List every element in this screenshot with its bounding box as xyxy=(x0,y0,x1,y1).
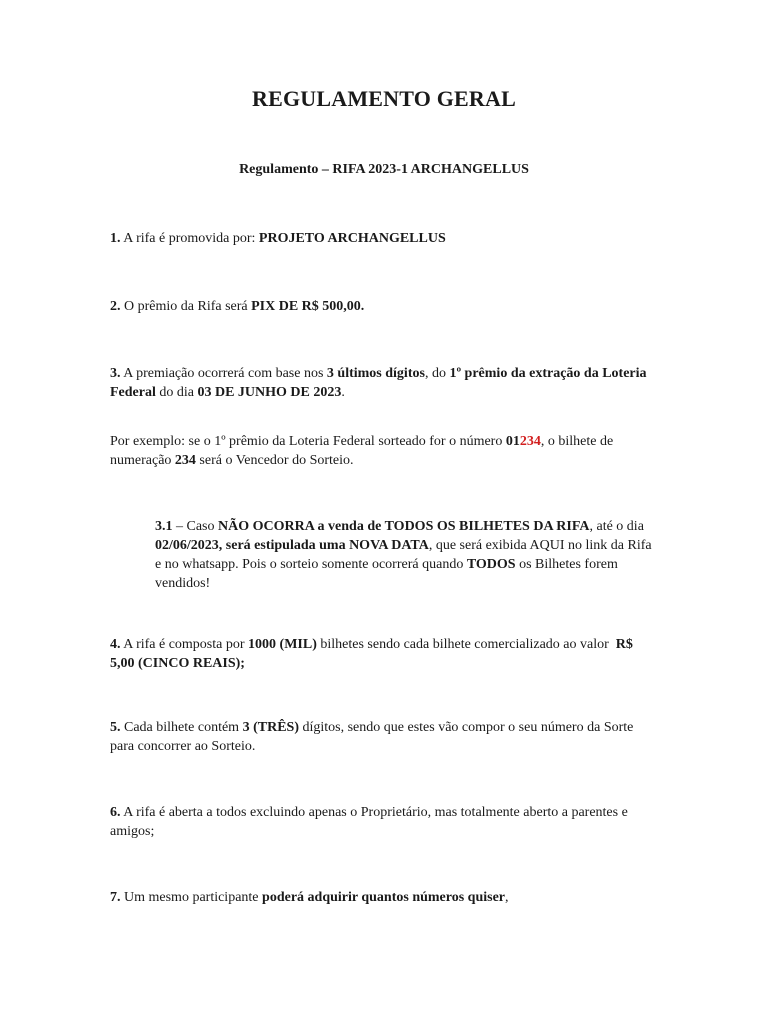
example-text-1: Por exemplo: se o 1º prêmio da Loteria Federal sorteado for o número xyxy=(110,434,506,449)
rule-1 xyxy=(110,229,658,248)
rule-4-text-2: bilhetes sendo cada bilhete comercializado ao valor xyxy=(316,637,616,652)
rule-2-text: O prêmio da Rifa será xyxy=(120,299,252,314)
rule-3-text-2: , do xyxy=(424,366,450,381)
rule-3-text-4: . xyxy=(341,385,345,400)
rule-7 xyxy=(110,888,658,907)
rule-2-prize: PIX DE R$ 500,00. xyxy=(251,299,365,314)
rule-3-1-number: 3.1 xyxy=(155,519,173,534)
rule-4-quantity: 1000 (MIL) xyxy=(248,637,317,652)
rule-7-text-2: , xyxy=(505,890,509,905)
rule-5-text-2: dígitos, sendo que estes vão compor o seu número da Sorte para concorrer ao Sorteio. xyxy=(110,720,634,754)
rule-1-number: 1. xyxy=(110,231,121,246)
rule-5-text-1: Cada bilhete contém xyxy=(120,720,243,735)
rule-3-number: 3. xyxy=(110,366,121,381)
rule-5-number: 5. xyxy=(110,720,121,735)
rule-3-text-3: do dia xyxy=(155,385,198,400)
rule-7-text-1: Um mesmo participante xyxy=(120,890,263,905)
rule-7-quantity: poderá adquirir quantos números quiser xyxy=(262,890,506,905)
rule-6-text: A rifa é aberta a todos excluindo apenas o Proprietário, mas totalmente aberto a parentes e amigos; xyxy=(110,805,628,839)
rule-4 xyxy=(110,635,658,673)
rule-3-1-condition: NÃO OCORRA a venda de TODOS OS BILHETES DA RIFA xyxy=(218,519,590,534)
rule-6-number: 6. xyxy=(110,805,121,820)
rule-2 xyxy=(110,297,658,316)
rule-4-price: R$ 5,00 (CINCO REAIS); xyxy=(110,637,633,671)
rule-3-example xyxy=(110,432,658,470)
document-title: REGULAMENTO GERAL xyxy=(252,86,516,111)
example-highlight: 234 xyxy=(519,434,541,449)
rule-5 xyxy=(110,718,658,756)
rule-3-date: 03 DE JUNHO DE 2023 xyxy=(197,385,342,400)
rule-3-1-text-4: os Bilhetes forem vendidos! xyxy=(155,557,618,591)
rule-3 xyxy=(110,364,658,402)
rule-7-number: 7. xyxy=(110,890,121,905)
rule-3-1 xyxy=(155,517,658,593)
example-text-2: , o bilhete de numeração xyxy=(110,434,614,468)
rule-3-text-1: A premiação ocorrerá com base nos xyxy=(120,366,327,381)
rule-3-1-all: TODOS xyxy=(466,557,516,572)
rule-1-text: A rifa é promovida por: xyxy=(120,231,259,246)
example-text-3: será o Vencedor do Sorteio. xyxy=(195,453,354,468)
rule-3-1-text-1: – Caso xyxy=(172,519,218,534)
rule-5-digits: 3 (TRÊS) xyxy=(242,720,299,735)
rule-3-1-text-3: , que será exibida AQUI no link da Rifa e no whatsapp. Pois o sorteio somente ocorrerá quando xyxy=(155,538,652,572)
rule-2-number: 2. xyxy=(110,299,121,314)
rule-3-digits: 3 últimos dígitos xyxy=(326,366,425,381)
rule-3-1-text-2: , até o dia xyxy=(589,519,644,534)
example-prefix: 01 xyxy=(505,434,520,449)
document-subtitle: Regulamento – RIFA 2023-1 ARCHANGELLUS xyxy=(239,162,529,177)
rule-6 xyxy=(110,803,658,841)
rule-1-promoter: PROJETO ARCHANGELLUS xyxy=(258,231,446,246)
rule-4-number: 4. xyxy=(110,637,121,652)
example-ticket: 234 xyxy=(174,453,196,468)
rule-4-text-1: A rifa é composta por xyxy=(120,637,249,652)
rule-3-1-date: 02/06/2023, será estipulada uma NOVA DATA xyxy=(155,538,429,553)
rule-3-lottery: 1º prêmio da extração da Loteria Federal xyxy=(110,366,647,400)
